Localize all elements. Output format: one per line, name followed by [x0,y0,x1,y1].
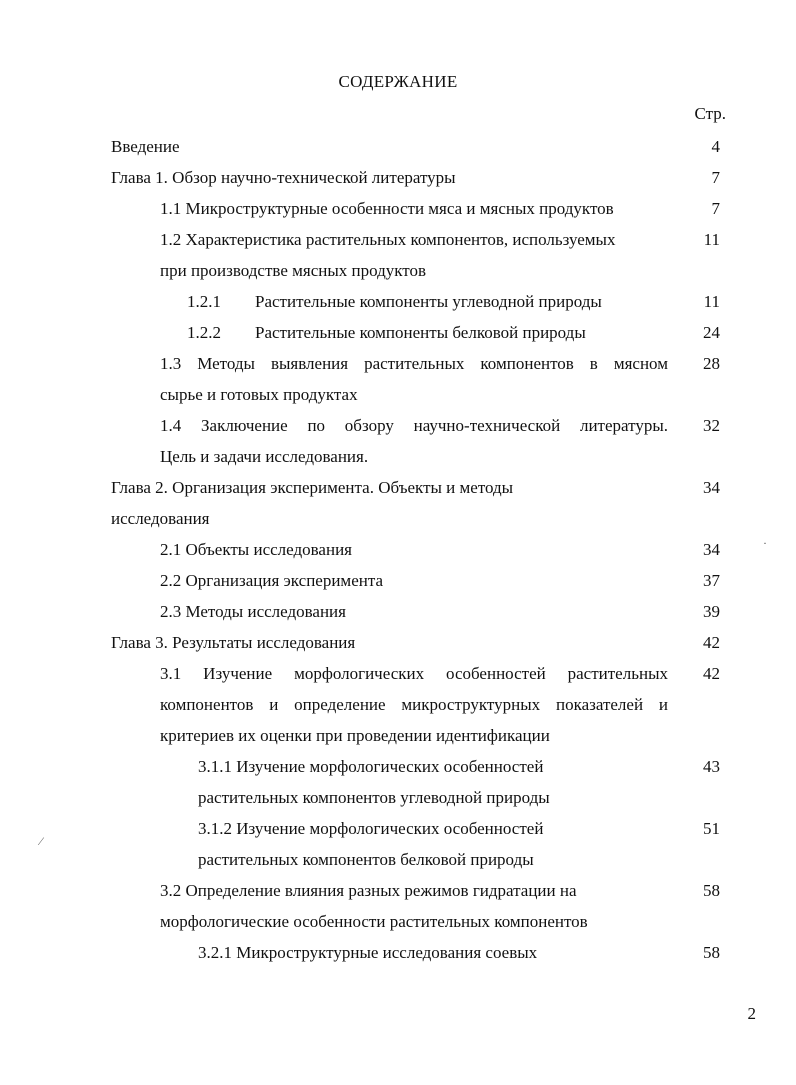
page-column-header: Стр. [694,104,726,123]
toc-entry-intro: Введение [111,137,180,156]
toc-page-number: 11 [703,230,720,249]
toc-entry-3-1-2-line-1: 3.1.2 Изучение морфологических особенностей [198,819,544,838]
toc-entry-1-2-2: Растительные компоненты белковой природы [255,323,586,342]
toc-page-number: 51 [703,819,720,838]
toc-entry-1-4-line-1: 1.4 Заключение по обзору научно-технической литературы. [160,416,668,435]
toc-page-number: 7 [711,168,720,187]
toc-page-number: 4 [711,137,720,156]
toc-entry-1-2-1-number: 1.2.1 [187,292,221,311]
toc-page-number: 39 [703,602,720,621]
toc-page-number: 32 [703,416,720,435]
toc-entry-3-1-line-1: 3.1 Изучение морфологических особенностей растительных [160,664,668,683]
toc-entry-2-1: 2.1 Объекты исследования [160,540,352,559]
toc-page-number: 34 [703,540,720,559]
toc-page-number: 34 [703,478,720,497]
toc-page-number: 42 [703,633,720,652]
toc-entry-chapter-2-line-1: Глава 2. Организация эксперимента. Объекты и методы [111,478,514,497]
toc-page-number: 11 [703,292,720,311]
toc-entry-1-2-2-number: 1.2.2 [187,323,221,342]
scan-dot: · [763,536,767,550]
toc-entry-3-1-1-line-2: растительных компонентов углеводной природы [198,788,550,807]
page-title: СОДЕРЖАНИЕ [338,72,458,91]
toc-page-number: 58 [703,943,720,962]
toc-entry-chapter-1: Глава 1. Обзор научно-технической литературы [111,168,456,187]
toc-entry-1-2-line-1: 1.2 Характеристика растительных компонентов, используемых [160,230,616,249]
toc-entry-3-1-line-3: критериев их оценки при проведении идентификации [160,726,550,745]
toc-entry-1-3-line-1: 1.3 Методы выявления растительных компонентов в мясном [160,354,668,373]
toc-entry-3-2-line-2: морфологические особенности растительных компонентов [160,912,588,931]
toc-page-number: 43 [703,757,720,776]
toc-entry-3-1-1-line-1: 3.1.1 Изучение морфологических особенностей [198,757,544,776]
toc-entry-2-3: 2.3 Методы исследования [160,602,346,621]
toc-entry-1-2-1: Растительные компоненты углеводной природы [255,292,602,311]
toc-entry-chapter-3: Глава 3. Результаты исследования [111,633,356,652]
toc-entry-2-2: 2.2 Организация эксперимента [160,571,384,590]
page-number: 2 [747,1004,756,1023]
toc-page-number: 7 [711,199,720,218]
toc-page-number: 28 [703,354,720,373]
toc-entry-3-2-1: 3.2.1 Микроструктурные исследования соевых [198,943,538,962]
toc-entry-3-1-line-2: компонентов и определение микроструктурных показателей и [160,695,668,714]
scan-mark: ⁄ [40,834,43,848]
toc-entry-1-2-line-2: при производстве мясных продуктов [160,261,427,280]
toc-entry-1-4-line-2: Цель и задачи исследования. [160,447,369,466]
toc-page-number: 24 [703,323,720,342]
toc-page-number: 58 [703,881,720,900]
toc-page-number: 42 [703,664,720,683]
toc-page-number: 37 [703,571,720,590]
toc-entry-1-3-line-2: сырье и готовых продуктах [160,385,358,404]
toc-entry-3-2-line-1: 3.2 Определение влияния разных режимов гидратации на [160,881,577,900]
toc-entry-3-1-2-line-2: растительных компонентов белковой природы [198,850,534,869]
toc-entry-1-1: 1.1 Микроструктурные особенности мяса и мясных продуктов [160,199,614,218]
toc-entry-chapter-2-line-2: исследования [111,509,210,528]
